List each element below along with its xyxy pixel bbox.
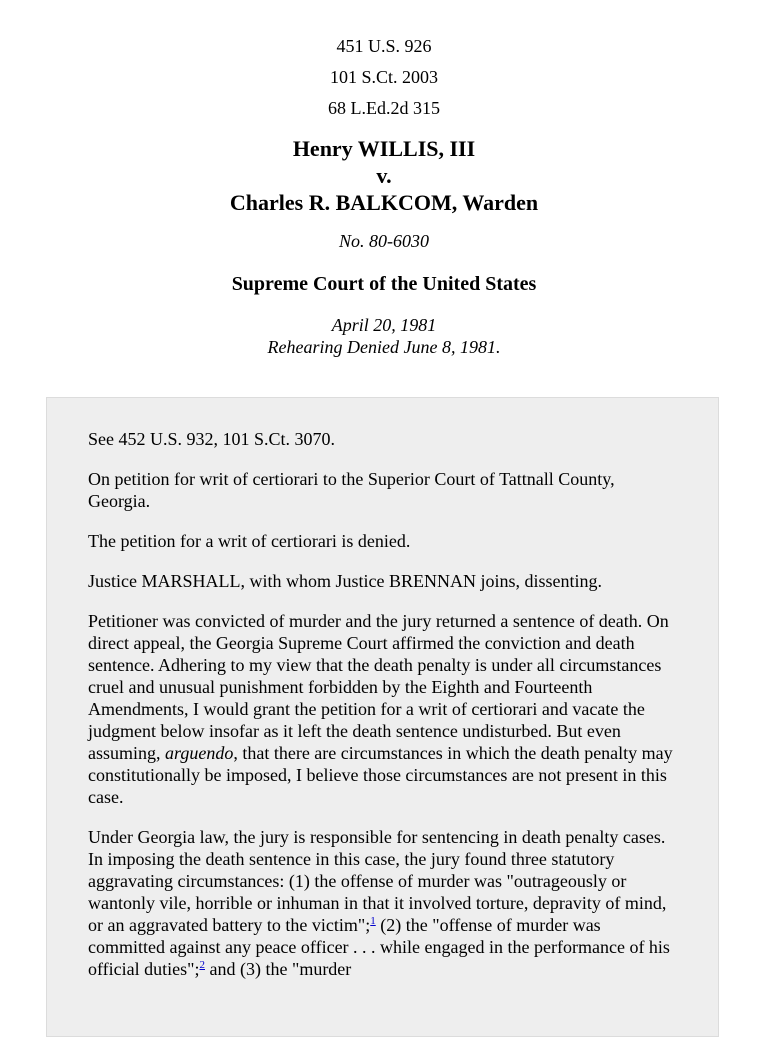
denial-paragraph: The petition for a writ of certiorari is denied. bbox=[88, 531, 411, 551]
case-title bbox=[0, 135, 768, 216]
see-also-paragraph: See 452 U.S. 932, 101 S.Ct. 3070. bbox=[88, 429, 336, 449]
rehearing-date: Rehearing Denied June 8, 1981. bbox=[267, 337, 501, 357]
opinion-panel bbox=[46, 397, 719, 1037]
petitioner-name: Henry WILLIS, III bbox=[292, 136, 476, 161]
paragraph-text: Under Georgia law, the jury is responsible for sentencing in death penalty cases. In imposing the death sentence in this case, the jury found three statutory aggravating circumstances: (1) the offense of murder was "outrageously or wantonly vile, horrible or inhuman in that it involved torture, depravity of mind, or an aggravated battery to the victim"; bbox=[88, 827, 667, 935]
footnote-link-1[interactable]: 1 bbox=[370, 915, 376, 927]
paragraph-text: , that there are circumstances in which the death penalty may constitutionally be imposed, I believe those circumstances are not present in this case. bbox=[88, 743, 673, 807]
court-name: Supreme Court of the United States bbox=[231, 273, 537, 295]
versus-label: v. bbox=[376, 163, 392, 188]
petition-paragraph: On petition for writ of certiorari to the Superior Court of Tattnall County, Georgia. bbox=[88, 469, 615, 511]
respondent-name: Charles R. BALKCOM, Warden bbox=[229, 190, 539, 215]
dissent-paragraph-1 bbox=[88, 610, 678, 808]
citation-us-reports: 451 U.S. 926 bbox=[336, 36, 432, 56]
case-dates bbox=[0, 314, 768, 358]
footnote-link-2[interactable]: 2 bbox=[199, 959, 205, 971]
paragraph-text: (2) the "offense of murder was committed against any peace officer . . . while engaged in the performance of his official duties"; bbox=[88, 915, 670, 979]
dissent-paragraph-2 bbox=[88, 826, 678, 980]
case-header bbox=[0, 0, 768, 358]
paragraph-text: Petitioner was convicted of murder and the jury returned a sentence of death. On direct appeal, the Georgia Supreme Court affirmed the conviction and death sentence. Adhering to my view that the death penalty is under all circumstances cruel and unusual punishment forbidden by the Eighth and Fourteenth Amendments, I would grant the petition for a writ of certiorari and vacate the judgment below insofar as it left the death sentence undisturbed. But even assuming, bbox=[88, 611, 669, 763]
latin-term: arguendo bbox=[165, 743, 234, 763]
paragraph-text: and (3) the "murder bbox=[205, 959, 352, 979]
dissent-intro-paragraph: Justice MARSHALL, with whom Justice BRENNAN joins, dissenting. bbox=[88, 571, 603, 591]
decision-date: April 20, 1981 bbox=[331, 315, 437, 335]
citation-supreme-court-reporter: 101 S.Ct. 2003 bbox=[329, 67, 439, 87]
docket-number: No. 80-6030 bbox=[339, 231, 429, 251]
citation-lawyers-edition: 68 L.Ed.2d 315 bbox=[328, 98, 440, 118]
